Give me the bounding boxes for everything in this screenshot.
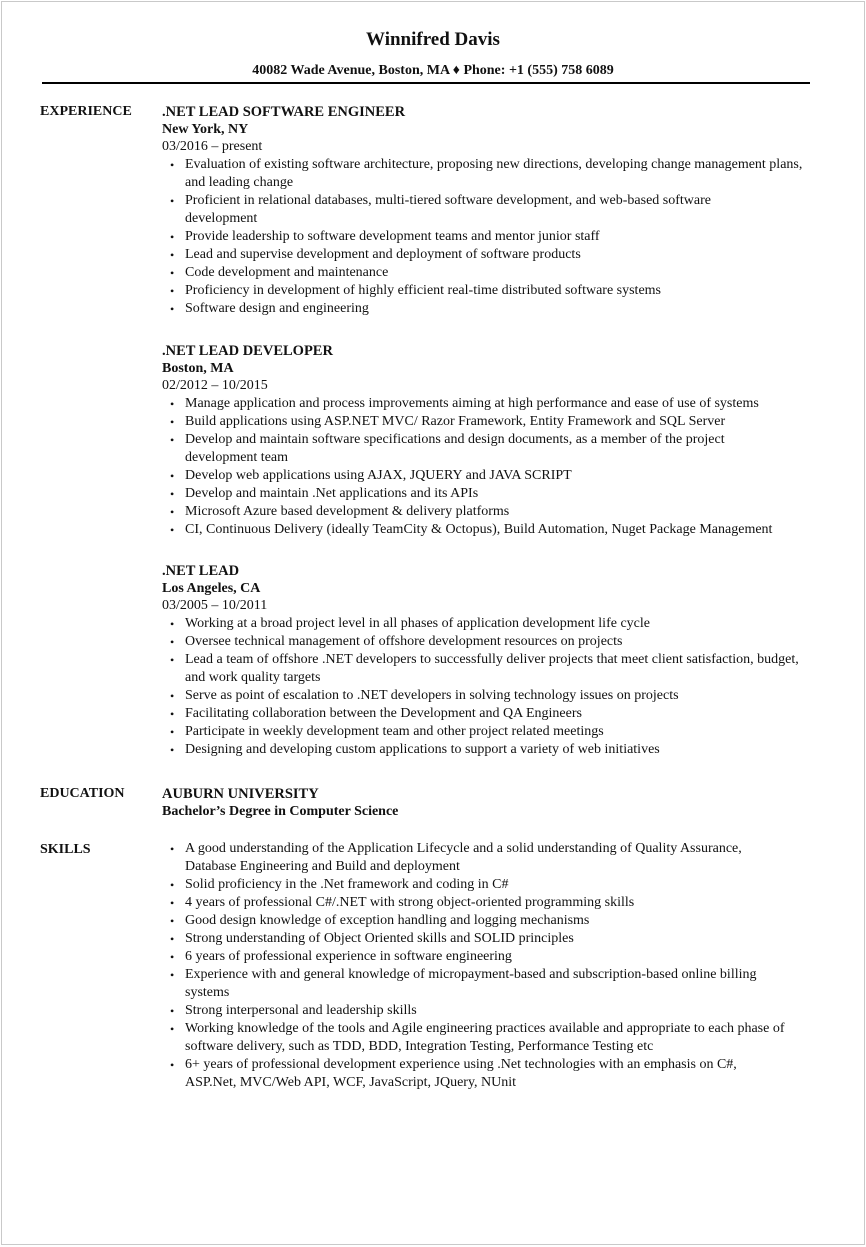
- job-bullets: [162, 395, 822, 539]
- job-entry: [162, 103, 822, 318]
- list-item: • 6+ years of professional development experience using .Net technologies with an emphasis on C#, ASP.Net, MVC/Web API, WCF, JavaScript, JQuery, NUnit: [185, 1056, 785, 1092]
- skills-heading: SKILLS: [40, 842, 91, 857]
- experience-heading: EXPERIENCE: [40, 104, 132, 119]
- list-item: • Lead and supervise development and deployment of software products: [185, 246, 822, 264]
- list-item: • Designing and developing custom applications to support a variety of web initiatives: [185, 741, 822, 759]
- list-item: • Build applications using ASP.NET MVC/ Razor Framework, Entity Framework and SQL Server: [185, 413, 825, 431]
- list-item: • Develop and maintain .Net applications and its APIs: [185, 485, 822, 503]
- list-item: • Participate in weekly development team and other project related meetings: [185, 723, 822, 741]
- header-divider: [42, 82, 810, 84]
- job-title: .NET LEAD DEVELOPER: [162, 343, 333, 359]
- skills-list-container: [162, 840, 822, 1092]
- list-item: • Code development and maintenance: [185, 264, 822, 282]
- list-item: • Software design and engineering: [185, 300, 822, 318]
- degree: Bachelor’s Degree in Computer Science: [162, 804, 399, 819]
- education-entry: [162, 785, 822, 821]
- contact-line: 40082 Wade Avenue, Boston, MA ♦ Phone: +1 (555) 758 6089: [252, 63, 614, 78]
- resume-page: [1, 1, 865, 1245]
- list-item: • A good understanding of the Application Lifecycle and a solid understanding of Quality Assurance, Database Engineering and Build and deployment: [185, 840, 785, 876]
- list-item: • Good design knowledge of exception handling and logging mechanisms: [185, 912, 822, 930]
- list-item: • Microsoft Azure based development & delivery platforms: [185, 503, 822, 521]
- job-location: New York, NY: [162, 122, 249, 137]
- list-item: • Strong understanding of Object Oriented skills and SOLID principles: [185, 930, 822, 948]
- job-title: .NET LEAD: [162, 563, 240, 579]
- job-dates: 03/2016 – present: [162, 139, 263, 154]
- list-item: • Working knowledge of the tools and Agile engineering practices available and appropriate to each phase of software delivery, such as TDD, BDD, Integration Testing, Performance Testing etc: [185, 1020, 810, 1056]
- job-entry: [162, 342, 822, 539]
- education-heading: EDUCATION: [40, 786, 125, 801]
- list-item: • Serve as point of escalation to .NET developers in solving technology issues on projects: [185, 687, 822, 705]
- list-item: • Working at a broad project level in all phases of application development life cycle: [185, 615, 822, 633]
- list-item: • 4 years of professional C#/.NET with strong object-oriented programming skills: [185, 894, 822, 912]
- list-item: • Manage application and process improvements aiming at high performance and ease of use of systems: [185, 395, 825, 413]
- job-location: Boston, MA: [162, 361, 234, 376]
- skills-list: [162, 840, 822, 1092]
- list-item: • Provide leadership to software development teams and mentor junior staff: [185, 228, 822, 246]
- list-item: • Facilitating collaboration between the Development and QA Engineers: [185, 705, 822, 723]
- job-title: .NET LEAD SOFTWARE ENGINEER: [162, 104, 406, 120]
- list-item: • Develop web applications using AJAX, JQUERY and JAVA SCRIPT: [185, 467, 822, 485]
- job-entry: [162, 562, 822, 759]
- list-item: • CI, Continuous Delivery (ideally TeamCity & Octopus), Build Automation, Nuget Package Management: [185, 521, 845, 539]
- list-item: • Develop and maintain software specifications and design documents, as a member of the project development team: [185, 431, 785, 467]
- list-item: • 6 years of professional experience in software engineering: [185, 948, 822, 966]
- list-item: • Lead a team of offshore .NET developers to successfully deliver projects that meet client satisfaction, budget, and work quality targets: [185, 651, 805, 687]
- candidate-name: Winnifred Davis: [366, 29, 500, 50]
- list-item: • Strong interpersonal and leadership skills: [185, 1002, 822, 1020]
- job-dates: 03/2005 – 10/2011: [162, 598, 268, 613]
- list-item: • Proficiency in development of highly efficient real-time distributed software systems: [185, 282, 822, 300]
- list-item: • Proficient in relational databases, multi-tiered software development, and web-based software development: [185, 192, 785, 228]
- list-item: • Oversee technical management of offshore development resources on projects: [185, 633, 822, 651]
- list-item: • Evaluation of existing software architecture, proposing new directions, developing change management plans, and leading change: [185, 156, 805, 192]
- list-item: • Experience with and general knowledge of micropayment-based and subscription-based online billing systems: [185, 966, 795, 1002]
- job-location: Los Angeles, CA: [162, 581, 261, 596]
- job-dates: 02/2012 – 10/2015: [162, 378, 268, 393]
- list-item: • Solid proficiency in the .Net framework and coding in C#: [185, 876, 822, 894]
- school-name: AUBURN UNIVERSITY: [162, 786, 319, 802]
- job-bullets: [162, 156, 822, 318]
- job-bullets: [162, 615, 822, 759]
